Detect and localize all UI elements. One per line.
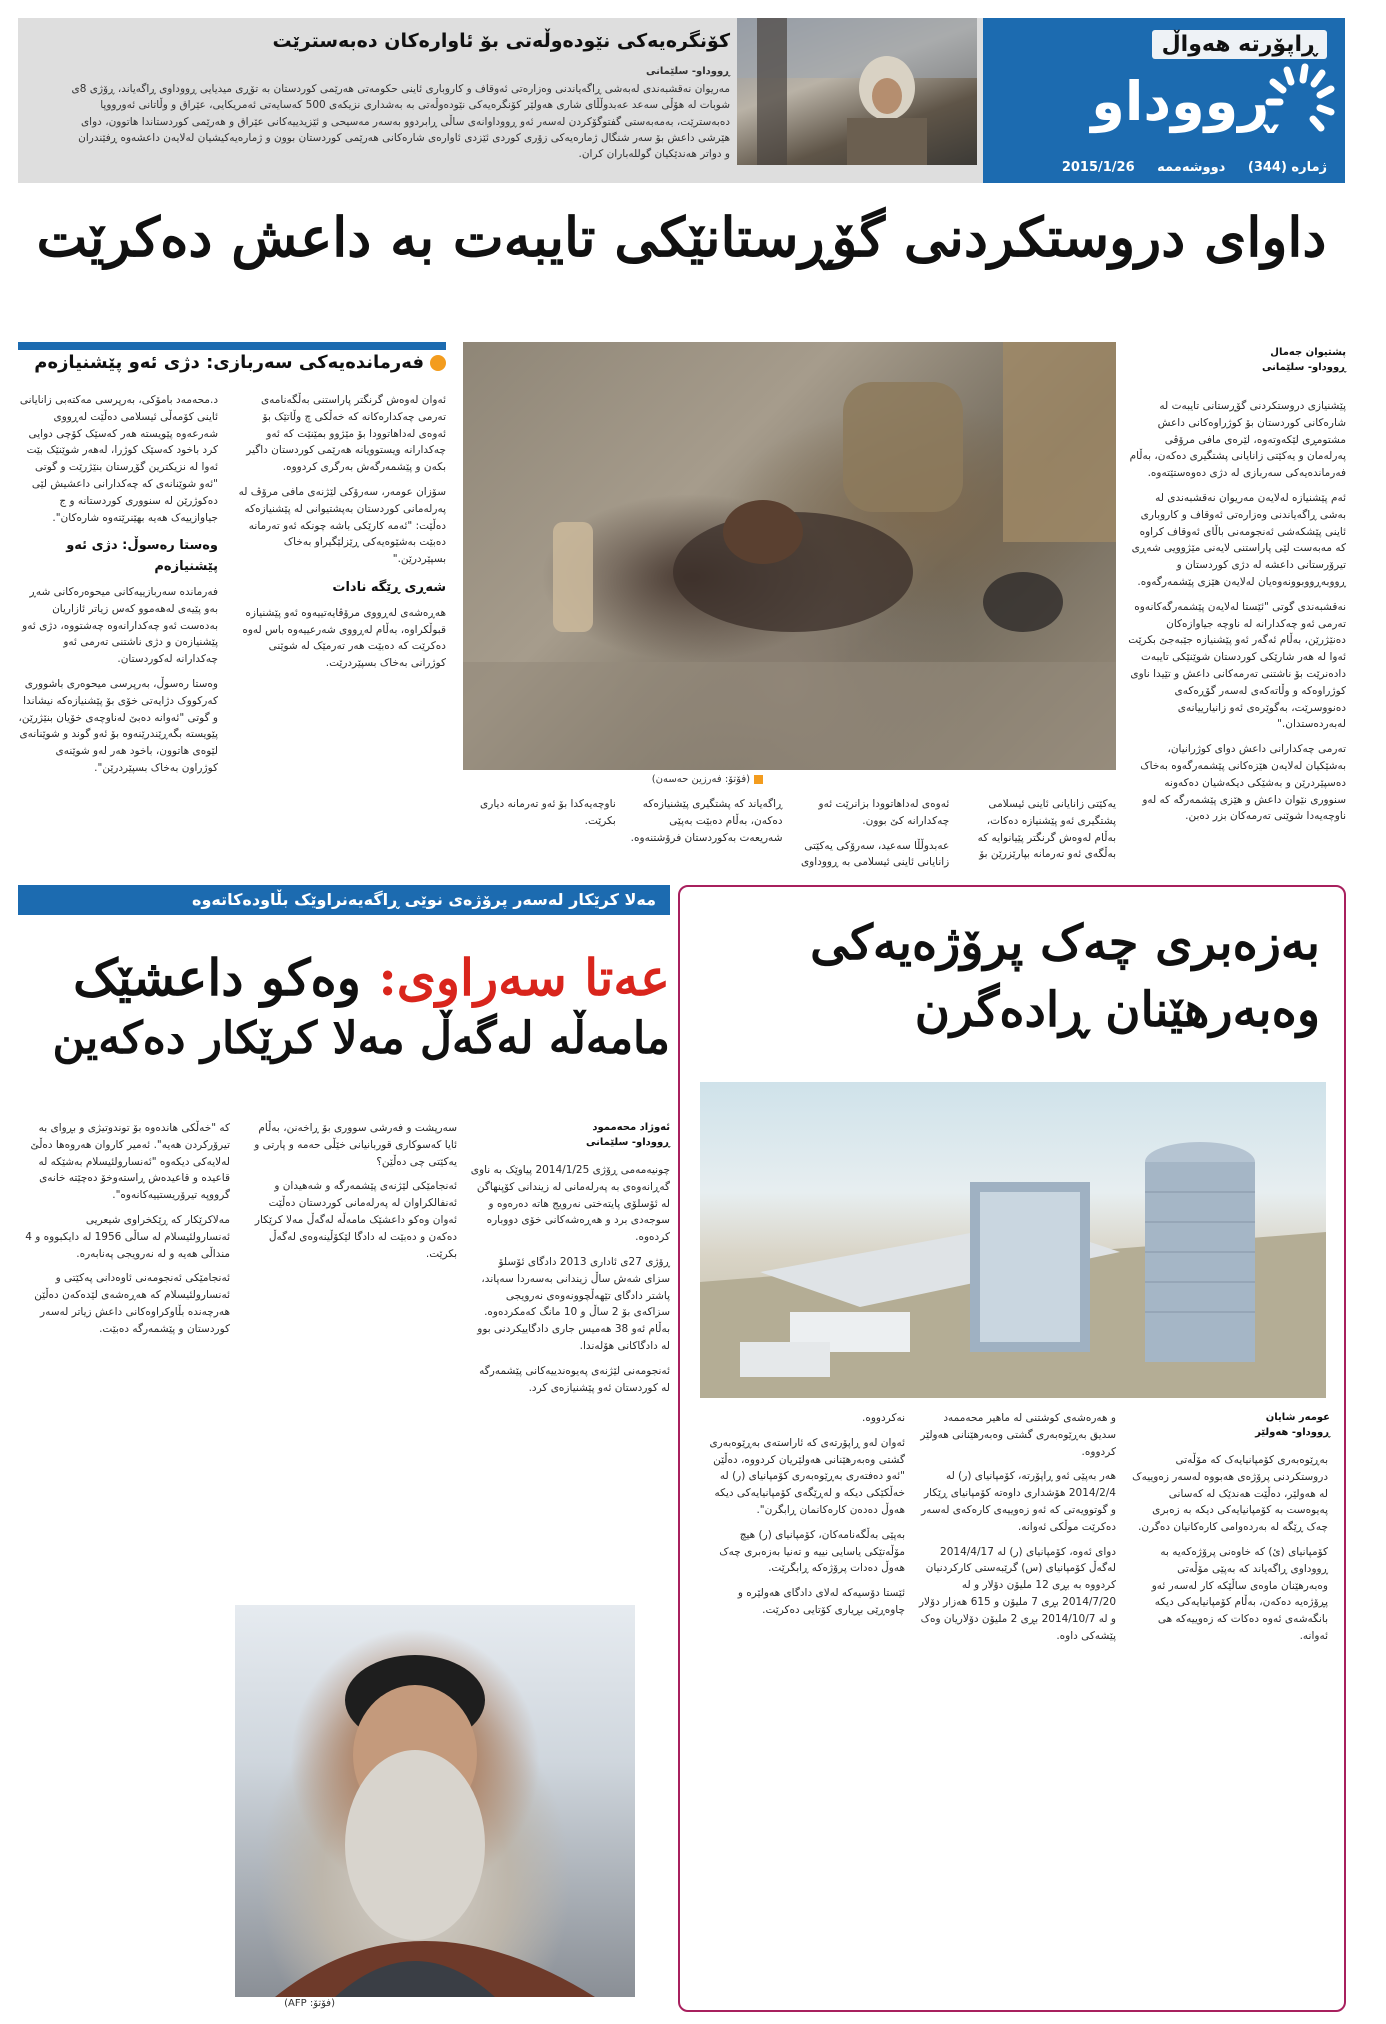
story3-photo-caption: (فۆتۆ: AFP) — [284, 1998, 335, 2009]
story3-paragraph: ئەنجامێکی ئەنجومەنی ئاوەدانی پەکێتی و ئەنسارولئیسلام کە هەڕەشەی لێدەکەن دەڵێن هەرچەندە بڵاوکراوەکانی داعش زیاتر لەسەر کوردستان و پێشمەرگە دەبێت. — [34, 1272, 230, 1335]
main-story-paragraph: سۆزان عومەر، سەرۆکی لێژنەی مافی مرۆڤ لە پەرلەمانی کوردستان بەپشتیوانی لە پێشنیازەکە دەڵێت: "ئەمە کارێکی باشە چونکە ئەو تەرمانە دەبێت بەشێوەیەکی ڕێزلێگیراو بەخاک بسپێردرێن." — [238, 485, 446, 566]
story3-column-mid — [245, 1120, 457, 1590]
main-story-paragraph: تەرمی چەکدارانی داعش دوای کوژرانیان، بەشێکیان لەلایەن هێزەکانی پێشمەرگەوە بەخاک دەسپێردرێن و بەشێکی دیکەشیان دەکەونە سنووری نێوان داعش و هێزی پێشمەرگە کە لەو ناوچەیەدا شوێنی تەرمەکان بزر دەبن. — [1140, 743, 1346, 823]
main-story-subhead: شەڕی ڕێگە نادات — [332, 579, 446, 595]
story3-column-left — [22, 1120, 230, 2000]
story4-paragraph: دوای ئەوە، کۆمپانیای (ر) لە 2014/4/17 لەگەڵ کۆمپانیای (س) گرێبەستی کارکردنیان کردووە بە بڕی 12 ملیۆن دۆلار و لە 2014/7/20 بڕی 7 ملیۆن و 615 هەزار دۆلار و لە 2014/10/7 بڕی 2 ملیۆن دۆلاریان وەک پێشەکی داوە. — [918, 1545, 1116, 1642]
story3-byline: ئەوژاد محەممود ڕووداو- سلێمانی — [586, 1122, 670, 1148]
story3-paragraph: مەلاکرێکار کە ڕێکخراوی شیعریی ئەنسارولئیسلام لە ساڵی 1956 لە دایکبووە و 4 منداڵی هەیە و لە نەرویجی پەنابەرە. — [25, 1213, 230, 1260]
main-story-paragraph: عەبدوڵڵا سەعید، سەرۆکی یەکێتی زانایانی ئاینی ئیسلامی بە ڕووداوی ڕاگەیاند کە پشتگیری پێشنیازەکە دەکەن، بەڵام دەبێت بەپێی شەریعەت بەکوردستان فرۆشتنەوە. — [630, 798, 950, 869]
side-story-column-1 — [18, 392, 218, 872]
side-story-subhead: وەستا رەسوڵ: دژی ئەو پێشنیازەم — [66, 538, 218, 575]
woman-photo-illustration — [737, 18, 977, 165]
story4-paragraph: ئەوان لەو ڕاپۆرتەی کە ئاراستەی بەڕێوەبەری گشتی وەبەرهێنانی هەولێریان کردووە، دەڵێن "ئەو دەفتەری بەڕێوەبەری کۆمپانیای (ر) لە خەڵکێکی دیکە و لەڕێگەی کۆمپانیایەکی دیکە هەوڵ دەدەن کارەکانمان ڕابگرن". — [709, 1436, 905, 1516]
story3-paragraph: ئەنجامێکی لێژنەی پێشمەرگە و شەهیدان و ئەنفالکراوان لە پەرلەمانی کوردستان دەڵێت ئەوان وەکو داعشێک مامەڵە لەگەڵ مەلا کرێکار دەکەن و دەبێت لە دادگا لێکۆڵینەوەی لەگەڵ بکرێت. — [254, 1180, 457, 1260]
story4-headline[interactable]: بەزەبری چەک پرۆژەیەکی وەبەرهێنان ڕادەگرن — [810, 915, 1320, 1039]
side-story-paragraph: فەرماندە سەربازییەکانی میحوەرەکانی شەڕ بەو پێیەی لەهەموو کەس زیاتر ئازاریان بەدەست ئەو چەکدارانەوە چەشتووە، دژی ئەو پێشنیازەن و دژی ناشتنی تەرمی ئەو چەکدارانە لەکوردستان. — [22, 585, 218, 666]
main-story-paragraph: ئەم پێشنیازە لەلایەن مەریوان نەقشبەندی لە بەشی ڕاگەیاندنی وەزارەتی ئەوقاف و کاروباری ئاینی پێشکەشی ئەنجومەنی باڵای ئەوقاف کراوە کە مەبەست لێی پاراستنی لایەنی مێژوویی شەڕی تیرۆرستانی داعشە لە دژی کوردستان و ڕووبەڕووبوونەوەیان لەلایەن هێزی پێشمەرگەوە. — [1131, 491, 1346, 588]
story4-paragraph: بەڕێوەبەری کۆمپانیایەک کە مۆڵەتی دروستکردنی پرۆژەی هەبووە لەسەر زەوییەک لە هەولێر، دەڵێت هەندێک لە کەسانی پەیوەست بە کۆمپانیایەکی دیکە بە زەبری چەک ڕێگە لە بەردەوامی کارەکانیان دەگرن. — [1132, 1454, 1328, 1534]
logo-rays-icon — [1265, 62, 1335, 142]
story3-paragraph: کە "خەڵکی هاندەوە بۆ توندوتیژی و بڕوای بە تیرۆرکردن هەیە". ئەمیر کاروان هەروەها دەڵێ لەلایەکی دیکەوە "ئەنسارولئیسلام بەشێکە لە قاعیدە و قاعیدەش ڕاستەوخۆ دەچێتە خانەی گرووپە تیرۆریستییەکانەوە". — [30, 1122, 230, 1202]
story4-column-left — [700, 1410, 905, 2000]
story4-column-right — [1128, 1452, 1328, 2002]
story3-paragraph: سەرپشت و فەرشی سووری بۆ ڕاخەنن، بەڵام ئایا کەسوکاری قوربانیانی خێڵی حەمە و پارتی و یەکێتی چی دەڵێن؟ — [254, 1122, 457, 1168]
top-story-body: مەریوان نەقشبەندی لەبەشی ڕاگەیاندنی وەزارەتی ئەوقاف و کاروباری ئاینی حکومەتی هەرێمی کوردستان بە تۆڕی میدیایی ڕووداوی ڕاگەیاند، ڕۆژی 8ی شوبات لە هۆڵی سەعد عەبدوڵڵای شاری هەولێر کۆنگرەیەکی نێودەوڵەتی بە بەشداری نزیکەی 500 کەسایەتی ئەمریکایی، عێراق و وڵاتانی ئەورووپا دەبەسترێت، بەمەبەستی گفتوگۆکردن لەسەر ئەو ڕووداوانەی ساڵی ڕابردوو بەسەر مەسیحی و ئێزیدییەکانی عێراق و هەرێمی کوردستاندا هاتوون، دوای هێرشی داعش بۆ سەر شنگال ژمارەیەکی زۆری کوردی ئێزدی ئاوارەی شارەکانی هەرێمی کوردستان بوون و ژمارەیەکیشیان لەلایەن داعشەوە ڕفێندران و دواتر هەندێکیان گوللەباران کران. — [71, 83, 730, 161]
masthead-issue-info — [1044, 160, 1327, 175]
story3-headline[interactable]: عەتا سەراوی: وەکو داعشێک مامەڵە لەگەڵ مەلا کرێکار دەکەین — [18, 945, 670, 1085]
rubble-scene-illustration — [463, 342, 1116, 770]
main-story-paragraph: یەکێتی زانایانی ئاینی ئیسلامی پشتگیری ئەو پێشنیازە دەکات، بەڵام لەوەش گرنگتر پێیانوایە کە بەڵگەی ئەو تەرمانە بپارێزرێن بۆ ئەوەی لەداهاتوودا بزانرێت ئەو چەکدارانە کێ بوون. — [818, 798, 1116, 861]
main-story-paragraph: ئەوان لەوەش گرنگتر پاراستنی بەڵگەنامەی تەرمی چەکدارەکانە کە خەڵکی چ وڵاتێک بۆ ئەوەی لەداهاتوودا بۆ مێژوو بمێنێت کە ئەو چەکدارانە ویستوویانە هەرێمی کوردستان داگیر بکەن و پێشمەرگەش بەرگری کردووە. — [246, 394, 446, 474]
story4-byline: عومەر شایان ڕووداو- هەولێر — [1255, 1412, 1330, 1438]
top-story[interactable] — [70, 30, 730, 170]
side-story-paragraph: د.محەمەد بامۆکی، بەرپرسی مەکتەبی زانایانی ئاینی کۆمەڵی ئیسلامی دەڵێت لەڕووی شەرعەوە پێویستە هەر کەسێک کۆچی دوایی کرد باخود کەسێک کوژرا، لەهەر شوێنێک بێت ئەوا لە نزیکترین گۆڕستان بنێژرێت و گوتی "ئەو شوێنانەی کە چەکدارانی داعشیش لێی دەکوژرێن لە سنووری کوردستانە و ج جیاوازییەک هەیە بهێنرێتەوە شارەکان". — [19, 394, 218, 524]
side-story-headline[interactable]: فەرماندەیەکی سەربازی: دژی ئەو پێشنیازەم — [18, 352, 446, 382]
main-story-paragraph: هەڕەشەی لەڕووی مرۆڤایەتییەوە ئەو پێشنیازە قبوڵکراوە، بەڵام لەڕووی شەرعییەوە باس لەوە دەکرێت کە دەبێت هەر تەرمێک لە شوێنی کوژرانی بەخاک بسپێردرێت. — [242, 606, 446, 670]
cleric-portrait-illustration — [235, 1605, 635, 1997]
main-story-paragraph: نەقشبەندی گوتی "ئێستا لەلایەن پێشمەرگەکانەوە تەرمی ئەو چەکدارانە لە ناوچە جیاوازەکان دەنێژرێن، بەڵام ئەگەر ئەو پێشنیازە جێبەجێ بکرێت ئەوا لە هەر شارێکی کوردستان شوێنێکی تایبەت دادەنرێت بۆ ناشتنی تەرمەکانی داعش و تێیدا ناوی کوژراوەکە و وڵاتەکەی لەسەر گۆڕەکەی دەنووسرێت، بەگوێرەی ئەو زانیارییانەی لەبەردەستدان." — [1128, 600, 1346, 731]
main-story-paragraph: ناوچەیەکدا بۆ ئەو تەرمانە دیاری بکرێت. — [480, 798, 616, 827]
issue-date: 2015/1/26 — [1061, 160, 1135, 175]
orange-bullet-icon — [430, 355, 446, 371]
story4-paragraph: هەر بەپێی ئەو ڕاپۆرتە، کۆمپانیای (ر) لە 2014/2/4 هۆشداری داوەتە کۆمپانیای ڕێکار و گوتوویەتی کە ئەو زەوییەی کارەکەی لەسەر دەکرێت موڵکی ئەوانە. — [921, 1470, 1116, 1533]
side-story-paragraph: وەستا رەسوڵ، بەرپرسی میحوەری باشووری کەرکووک دژایەتی خۆی بۆ پێشنیازەکە نیشاندا و گوتی "ئەوانە دەبێ لەناوچەی خۆیان بنێژرێن، پێویستە بگەڕێندرێنەوە بۆ ئەو گوند و شوێنانەی لێوەی هاتوون، باخود هەر لەو شوێنەی کوژراون بەخاک بسپێردرێن". — [18, 677, 218, 774]
story3-paragraph: چونیەمەمی ڕۆژی 2014/1/25 پیاوێک بە ناوی گەڕانەوەی بە پەرلەمانی لە زیندانی کۆپنهاگن لە ئۆسلۆی پایتەختی نەرویج هاتە دەرەوە و سوجەدی برد و هەڕەشەکانی خۆی دووبارە کردەوە. — [470, 1164, 670, 1244]
story3-kicker[interactable]: مەلا کرێکار لەسەر پرۆژەی نوێی ڕاگەیەنراوێک بڵاودەکاتەوە — [18, 885, 670, 915]
project-rendering-illustration — [700, 1082, 1326, 1398]
story4-paragraph: و هەرەشەی کوشتنی لە ماهیر محەممەد سدیق بەڕێوەبەری گشتی وەبەرهێنانی هەولێر کردووە. — [920, 1412, 1116, 1458]
story3-headline-accent: عەتا سەراوی: — [378, 948, 670, 1007]
story4-paragraph: بەپێی بەڵگەنامەکان، کۆمپانیای (ر) هیچ مۆڵەتێکی یاسایی نییە و تەنیا بەزەبری چەک هەوڵ دەدات پرۆژەکە ڕابگرێت. — [719, 1528, 905, 1575]
story4-column-mid — [918, 1410, 1116, 2000]
main-story-column-right — [1128, 398, 1346, 868]
caption-square-icon — [754, 775, 763, 784]
story3-photo — [235, 1605, 635, 1997]
main-story-bottom-columns — [463, 796, 1116, 876]
masthead-logo[interactable]: ڕووداو — [1091, 70, 1275, 133]
story4-paragraph: کۆمپانیای (ئ) کە خاوەنی پرۆژەکەیە بە ڕووداوی ڕاگەیاند کە بەپێی مۆڵەتی وەبەرهێنان ماوەی ساڵێکە کار لەسەر ئەو پڕۆژەیە دەکەن، بەڵام کۆمپانیایەکی دیکە بانگەشەی ئەوە دەکات کە زەوییەکە هی ئەوانە. — [1151, 1545, 1328, 1642]
issue-number: ژمارە (344) — [1247, 160, 1327, 175]
story3-paragraph: ئەنجومەنی لێژنەی پەیوەندییەکانی پێشمەرگە لە کوردستان ئەو پێشنیازەی کرد. — [479, 1364, 670, 1394]
main-story-photo-caption: (فۆتۆ: فەرزین حەسەن) — [463, 774, 763, 790]
top-story-headline[interactable]: کۆنگرەیەکی نێودەوڵەتی بۆ ئاوارەکان دەبەسترێت — [272, 30, 730, 52]
story3-headline-line2: مامەڵە لەگەڵ مەلا کرێکار دەکەین — [52, 1013, 670, 1064]
story3-column-right — [470, 1162, 670, 1592]
main-headline[interactable]: داوای دروستکردنی گۆڕستانێکی تایبەت بە داعش دەکرێت — [36, 205, 1327, 269]
top-story-photo — [737, 18, 977, 165]
story4-paragraph: نەکردووە. — [862, 1412, 905, 1424]
story4-paragraph: ئێستا دۆسیەکە لەلای دادگای هەولێرە و چاوەڕێی بڕیاری کۆتایی دەکرێت. — [737, 1587, 905, 1616]
side-story-rule — [18, 342, 446, 350]
main-story-photo — [463, 342, 1116, 770]
story4-photo — [700, 1082, 1326, 1398]
masthead-section: ڕاپۆرتە هەواڵ — [1152, 30, 1327, 59]
main-story-paragraph: پێشنیازی دروستکردنی گۆڕستانی تایبەت لە شارەکانی کوردستان بۆ کوژراوەکانی داعش مشتومڕی لێکەوتەوە، لێرەی مافی مرۆڤی پەرلەمان و یەکێتی زانایانی پشتگیری دەکەن، بەڵام فەرماندەیەکی سەربازی لە دژی دەوەستێتەوە. — [1129, 400, 1346, 480]
story3-paragraph: ڕۆژی 27ی ئاداری 2013 دادگای ئۆسلۆ سزای شەش ساڵ زیندانی بەسەردا سەپاند، پاشتر دادگای تێهەڵچوونەوەی نەرویجی سزاکەی بۆ 2 ساڵ و 10 مانگ کەمکردەوە. بەڵام ئەو 38 هەمیس جاری دادگاییکردنی بوو لە دادگاکانی هۆلەندا. — [477, 1255, 670, 1352]
main-story-byline: پشتیوان جەمال ڕووداو- سلێمانی — [1262, 347, 1346, 373]
main-story-column-mid — [232, 392, 446, 872]
top-story-byline: ڕووداو- سلێمانی — [646, 66, 730, 77]
issue-day: دووشەممە — [1157, 160, 1226, 175]
masthead — [983, 18, 1345, 183]
